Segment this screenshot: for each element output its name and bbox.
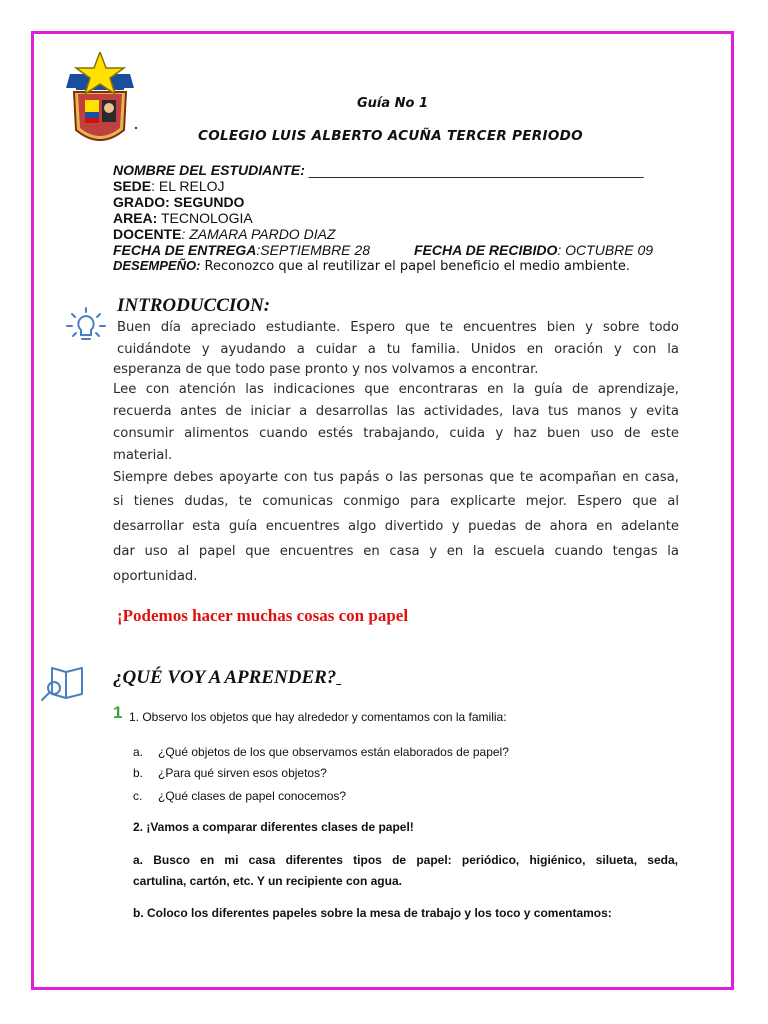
section-number: 1 xyxy=(113,703,123,722)
intro-line: Lee con atención las indicaciones que encontraras en la guía de aprendizaje, xyxy=(113,382,679,397)
q1-item-text: ¿Qué clases de papel conocemos? xyxy=(158,789,347,803)
intro-title: INTRODUCCION: xyxy=(117,295,271,316)
lightbulb-icon xyxy=(64,306,108,346)
question-2a-line1: a. Busco en mi casa diferentes tipos de papel: periódico, higiénico, silueta, seda, xyxy=(133,853,678,867)
intro-line: recuerda antes de iniciar a desarrollas las actividades, lava tus manos y evita xyxy=(113,404,679,419)
learn-title-underline xyxy=(336,667,341,688)
question-2b: b. Coloco los diferentes papeles sobre la mesa de trabajo y los toco y comentamos: xyxy=(133,906,612,920)
question-2: 2. ¡Vamos a comparar diferentes clases de papel! xyxy=(133,820,414,834)
q1-item-label: c. xyxy=(133,789,143,803)
intro-line: consumir alimentos cuando estés trabajando, cuida y haz buen uso de este xyxy=(113,426,679,441)
school-crest-logo xyxy=(58,52,142,152)
intro-line: Buen día apreciado estudiante. Espero que te encuentres bien y sobre todo xyxy=(117,320,679,335)
intro-line: cuidándote y ayudando a cuidar a tu familia. Unidos en oración y con la xyxy=(117,342,679,357)
learn-title xyxy=(113,667,341,689)
fecha-recibido-label: FECHA DE RECIBIDO xyxy=(414,242,558,258)
book-search-icon xyxy=(40,664,88,704)
desempeno-value: Reconozco que al reutilizar el papel beneficio el medio ambiente. xyxy=(200,259,630,274)
fecha-entrega-value: :SEPTIEMBRE 28 xyxy=(256,242,370,258)
school-title: COLEGIO LUIS ALBERTO ACUÑA TERCER PERIODO xyxy=(198,128,583,144)
student-name-blank: ___________________________________________ xyxy=(308,162,644,178)
grado-row xyxy=(113,194,244,210)
intro-line: esperanza de que todo pase pronto y nos volvamos a encontrar. xyxy=(113,362,539,377)
intro-line: dar uso al papel que encuentres en casa y en la escuela cuando tengas la xyxy=(113,544,679,559)
slogan: ¡Podemos hacer muchas cosas con papel xyxy=(117,606,409,625)
docente-label: DOCENTE xyxy=(113,226,182,242)
desempeno-row xyxy=(113,258,630,275)
q1-item-text: ¿Qué objetos de los que observamos están elaborados de papel? xyxy=(158,745,509,759)
intro-line: Siempre debes apoyarte con tus papás o las personas que te acompañan en casa, xyxy=(113,470,679,485)
intro-line: si tienes dudas, te comunicas conmigo para explicarte mejor. Espero que al xyxy=(113,494,679,509)
docente-value: : ZAMARA PARDO DIAZ xyxy=(181,226,336,242)
question-1: 1. Observo los objetos que hay alrededor y comentamos con la familia: xyxy=(129,710,507,724)
learn-title-text: ¿QUÉ VOY A APRENDER? xyxy=(113,667,337,688)
area-value: TECNOLOGIA xyxy=(157,210,253,226)
sede-value: : EL RELOJ xyxy=(151,178,225,194)
desempeno-label: DESEMPEÑO: xyxy=(113,258,201,273)
fecha-recibido-row xyxy=(414,242,653,258)
q1-item-a xyxy=(133,745,509,759)
fecha-entrega-row xyxy=(113,242,370,258)
q1-item-c xyxy=(133,789,346,803)
docente-row xyxy=(113,226,335,242)
area-row xyxy=(113,210,253,226)
student-name-label: NOMBRE DEL ESTUDIANTE: xyxy=(113,162,305,178)
sede-row xyxy=(113,178,225,194)
intro-paragraph xyxy=(113,317,679,589)
intro-line: oportunidad. xyxy=(113,569,198,584)
q1-item-label: b. xyxy=(133,766,144,780)
q1-item-b xyxy=(133,766,327,780)
question-2a-line2: cartulina, cartón, etc. Y un recipiente con agua. xyxy=(133,874,402,888)
grado-text: GRADO: SEGUNDO xyxy=(113,194,245,210)
sede-label: SEDE xyxy=(113,178,152,194)
student-name-row xyxy=(113,162,644,178)
guide-number: Guía No 1 xyxy=(357,96,429,111)
q1-item-text: ¿Para qué sirven esos objetos? xyxy=(158,766,327,780)
fecha-recibido-value: : OCTUBRE 09 xyxy=(557,242,654,258)
intro-line: material. xyxy=(113,448,173,463)
area-label: AREA: xyxy=(113,210,158,226)
q1-item-label: a. xyxy=(133,745,144,759)
intro-line: desarrollar esta guía encuentres algo divertido y puedas de ahora en adelante xyxy=(113,519,679,534)
fecha-entrega-label: FECHA DE ENTREGA xyxy=(113,242,257,258)
